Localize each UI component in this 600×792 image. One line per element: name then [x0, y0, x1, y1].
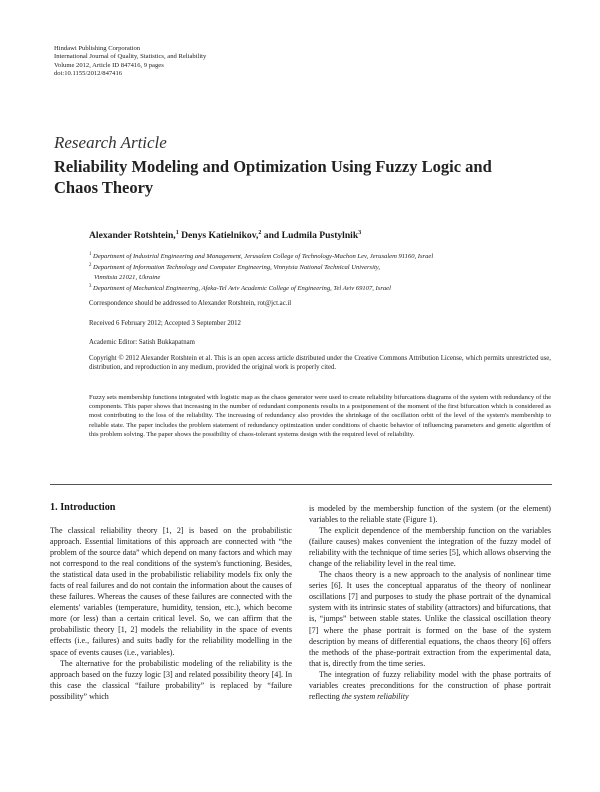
- received-dates: Received 6 February 2012; Accepted 3 September 2012: [89, 320, 241, 327]
- affil-text: Department of Information Technology and Computer Engineering, Vinnytsia National Technical University,: [91, 264, 380, 272]
- paragraph: is modeled by the membership function of the system (or the element) variables to the reliable state (Figure 1).: [309, 504, 551, 525]
- paragraph-text: The integration of fuzzy reliability model with the phase portraits of variables creates preconditions for the construction of phase portrait reflecting: [309, 669, 551, 701]
- section-divider: [50, 484, 552, 485]
- paragraph: The explicit dependence of the membership function on the variables (failure causes) makes convenient the integration of the fuzzy model of reliability with the technique of time series [5], which allows observing the change of the reliability level in the real time.: [309, 526, 551, 569]
- affil-text: Department of Industrial Engineering and Management, Jerusalem College of Technology-Machon Lev, Jerusalem 91160, Israel: [91, 253, 434, 261]
- section-heading: 1. Introduction: [50, 502, 116, 513]
- affiliation-line: [89, 261, 559, 272]
- journal-name-line: International Journal of Quality, Statistics, and Reliability: [54, 53, 207, 61]
- author-name: Alexander Rotshtein,: [89, 230, 176, 242]
- paragraph: The chaos theory is a new approach to the analysis of nonlinear time series [6]. It uses the conceptual apparatus of the theory of nonlinear oscillations [7] and purposes to study the phase portrait of the dynamical system with its intrinsic states of stability (attractors) and bifurcations, that is, “jumps” between stable states. Unlike the classical oscillation theory [7] where the phase portrait is formed on the base of the system description by means of differential equations, the chaos theory [6] offers the methods of the phase-portrait extraction from the experimental data, that is, directly from the time series.: [309, 570, 551, 668]
- paper-title: Reliability Modeling and Optimization Using Fuzzy Logic and Chaos Theory: [54, 157, 492, 197]
- paragraph: The classical reliability theory [1, 2] is based on the probabilistic approach. Essential limitations of this approach are connected with “the problem of the source data” which depend on many factors and which may not correspond to the real conditions of the system's functioning. Besides, the statistical data used in the probabilistic reliability models fix only the facts of real failures and do not contain the information about the causes of these failures. Whereas the causes of these failures are connected with the elements' variables (temperature, humidity, tension, etc.), which become more (or less) than a certain critical level. So, we can affirm that the probabilistic theory [1, 2] models the reliability in the space of events effects (i.e., failures) and suits badly for the reliability modelling in the space of events causes (i.e., variables).: [50, 526, 292, 657]
- author-list: [89, 230, 361, 241]
- article-type: Research Article: [54, 133, 167, 152]
- affiliation-line: [89, 273, 559, 282]
- abstract: Fuzzy sets membership functions integrated with logistic map as the chaos generator were used to create reliability bifurcations diagrams of the system with redundancy of the components. This paper shows that increasing in the number of redundant components results in a postponement of the moment of the first bifurcation which is considered as most contributing to the loss of the reliability. The increasing of redundancy also provides the shrinkage of the oscillation orbit of the level of the system's membership to reliable state. The paper includes the problem statement of redundancy optimization under conditions of chaotic behavior of influencing parameters and genetic algorithm of this problem solving. The paper shows the possibility of chaos-tolerant systems design with the required level of reliability.: [89, 394, 551, 438]
- affil-mark: 3: [89, 283, 92, 289]
- paragraph: [309, 669, 551, 702]
- author-affil-mark: 2: [258, 230, 262, 236]
- volume-line: Volume 2012, Article ID 847416, 9 pages: [54, 61, 164, 69]
- italic-phrase: the system reliability: [341, 691, 409, 701]
- right-column: [309, 503, 551, 702]
- affil-mark: 2: [89, 263, 92, 269]
- publisher-line: Hindawi Publishing Corporation: [54, 45, 141, 52]
- left-column: [50, 525, 292, 702]
- author-name: Denys Katielnikov,: [178, 230, 259, 242]
- correspondence-note: Correspondence should be addressed to Alexander Rotshtein, rot@jct.ac.il: [89, 300, 292, 307]
- paragraph: The alternative for the probabilistic modeling of the reliability is the approach based on the fuzzy logic [3] and related possibility theory [4]. In this case the classical “failure probability” is replaced by “failure possibility” which: [50, 658, 292, 701]
- author-affil-mark: 1: [175, 230, 179, 236]
- affil-text: Department of Mechanical Engineering, Afeka-Tel Aviv Academic College of Engineering, Tel Aviv 69107, Israel: [91, 285, 391, 293]
- academic-editor: Academic Editor: Satish Bukkapatnam: [89, 339, 195, 346]
- affil-mark: 1: [89, 252, 92, 257]
- author-name: and Ludmila Pustylnik: [261, 230, 359, 242]
- copyright-notice: Copyright © 2012 Alexander Rotshtein et al. This is an open access article distributed under the Creative Commons Attribution License, which permits unrestricted use, distribution, and reproduction in any medium, provided the original work is properly cited.: [89, 355, 551, 372]
- affil-text: Vinnitsia 21021, Ukraine: [94, 273, 161, 281]
- affiliation-line: [89, 282, 559, 293]
- doi-line: doi:10.1155/2012/847416: [54, 70, 123, 78]
- affiliation-line: [89, 250, 559, 261]
- affiliations: [89, 250, 559, 293]
- author-affil-mark: 3: [358, 230, 362, 236]
- journal-header: [54, 45, 354, 79]
